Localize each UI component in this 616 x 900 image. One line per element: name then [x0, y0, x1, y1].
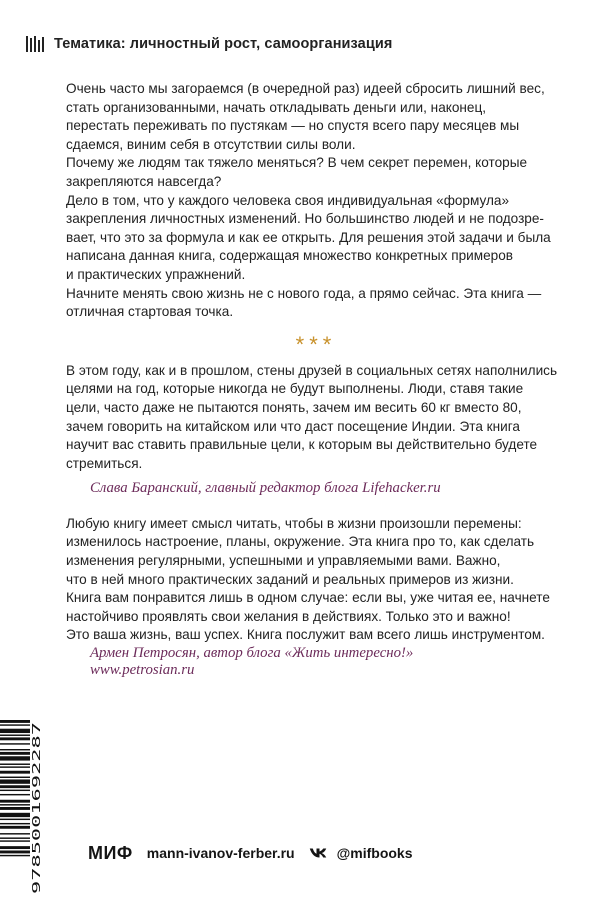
- barcode-bar: [0, 764, 30, 765]
- barcode-bar: [0, 743, 30, 744]
- mif-logo-icon: МИФ: [88, 842, 133, 863]
- intro-line: Начните менять свою жизнь не с нового года, а прямо сейчас. Эта книга —: [66, 285, 542, 301]
- intro-line: сдаемся, виним себя в отсутствии силы воли.: [66, 136, 356, 152]
- review-line: изменения регулярными, успешными и управляемыми вами. Важно,: [66, 552, 501, 568]
- barcode-bar: [0, 813, 30, 817]
- intro-line: закрепления личностных изменений. Но большинство людей и не подозре-: [66, 211, 544, 227]
- intro-line: вает, что это за формула и как ее открыть. Для решения этой задачи и была: [66, 229, 551, 245]
- review-line: что в ней много практических заданий и реальных примеров из жизни.: [66, 571, 514, 587]
- barcode-bar: [0, 855, 30, 856]
- barcode-bar: [0, 833, 30, 834]
- topic-label: Тематика: личностный рост, самоорганизация: [54, 36, 393, 52]
- review-baransky-attribution: Слава Баранский, главный редактор блога Lifehacker.ru: [90, 480, 441, 497]
- barcode-bar: [0, 819, 30, 820]
- barcode-bar: [0, 729, 30, 733]
- barcode-bar: [0, 804, 30, 805]
- intro-line: перестать переживать по пустякам — но спустя всего пару месяцев мы: [66, 118, 520, 134]
- attribution-website: www.petrosian.ru: [90, 662, 195, 679]
- book-stack-icon: [26, 36, 46, 52]
- barcode-bar: [0, 800, 30, 803]
- intro-line: Почему же людям так тяжело меняться? В чем секрет перемен, которые: [66, 155, 528, 171]
- social-handle-link[interactable]: @mifbooks: [336, 845, 413, 861]
- barcode-bar: [0, 790, 30, 791]
- barcode-bars: [0, 720, 30, 856]
- intro-line: стать организованными, начать откладывать деньги или, наконец,: [66, 99, 487, 115]
- barcode-bar: [0, 737, 30, 740]
- intro-line: написана данная книга, содержащая множество конкретных примеров: [66, 248, 514, 264]
- review-line: цели, часто даже не пытаются понять, зачем им весить 60 кг вместо 80,: [66, 399, 522, 415]
- vk-icon: [309, 847, 327, 859]
- publisher-website-link[interactable]: mann-ivanov-ferber.ru: [146, 845, 295, 861]
- barcode-bar: [0, 756, 30, 760]
- barcode-bar: [0, 785, 30, 788]
- review-line: научит вас ставить правильные цели, к которым вы действительно будете: [66, 437, 538, 453]
- review-line: Любую книгу имеет смысл читать, чтобы в жизни произошли перемены:: [66, 515, 522, 531]
- review-line: изменилось настроение, планы, окружение. Эта книга про то, как сделать: [66, 534, 535, 550]
- barcode-bar: [0, 826, 30, 829]
- review-baransky: [66, 362, 566, 474]
- barcode-bar: [0, 766, 30, 767]
- barcode-bar: [0, 837, 30, 838]
- barcode-bar: [0, 777, 30, 778]
- barcode-bar: [0, 779, 30, 783]
- barcode-bar: [0, 752, 30, 755]
- review-line: В этом году, как и в прошлом, стены друзей в социальных сетях наполнились: [66, 362, 558, 378]
- review-line: Книга вам понравится лишь в одном случае: если вы, уже читая ее, начнете: [66, 590, 550, 606]
- barcode-bar: [0, 807, 30, 810]
- intro-line: закрепляются навсегда?: [66, 173, 222, 189]
- intro-line: отличная стартовая точка.: [66, 304, 234, 320]
- review-line: целями на год, которые никогда не будут выполнены. Люди, ставя такие: [66, 381, 524, 397]
- barcode-bar: [0, 840, 30, 841]
- intro-line: Дело в том, что у каждого человека своя индивидуальная «формула»: [66, 192, 510, 208]
- intro-line: и практических упражнений.: [66, 266, 246, 282]
- barcode-bar: [0, 749, 30, 750]
- review-line: Это ваша жизнь, ваш успех. Книга послужит вам всего лишь инструментом.: [66, 627, 545, 643]
- intro-line: Очень часто мы загораемся (в очередной раз) идеей сбросить лишний вес,: [66, 81, 545, 96]
- back-cover-text: [66, 80, 566, 680]
- attribution-author: Армен Петросян, автор блога «Жить интересно!»: [90, 644, 414, 661]
- barcode-bar: [0, 720, 30, 723]
- barcode-number: 9785001692287: [30, 807, 43, 894]
- section-divider-stars: ***: [295, 331, 337, 357]
- publisher-footer: [88, 842, 413, 864]
- isbn-barcode: [0, 716, 44, 900]
- review-line: стремиться.: [66, 455, 143, 471]
- review-petrosian: [66, 515, 566, 645]
- mif-logo: [88, 843, 133, 864]
- barcode-bar: [0, 771, 30, 774]
- review-line: зачем говорить на китайском или что даст посещение Индии. Эта книга: [66, 418, 520, 434]
- barcode-bar: [0, 851, 30, 854]
- review-line: настойчиво проявлять свои желания в действиях. Только это и важно!: [66, 608, 511, 624]
- review-petrosian-attribution: [66, 645, 566, 680]
- topic-header: [26, 33, 392, 55]
- barcode-bar: [0, 794, 30, 795]
- barcode-bar: [0, 846, 30, 849]
- intro-paragraph: [66, 80, 566, 322]
- barcode-bar: [0, 823, 30, 824]
- barcode-bar: [0, 724, 30, 725]
- barcode-bar: [0, 735, 30, 736]
